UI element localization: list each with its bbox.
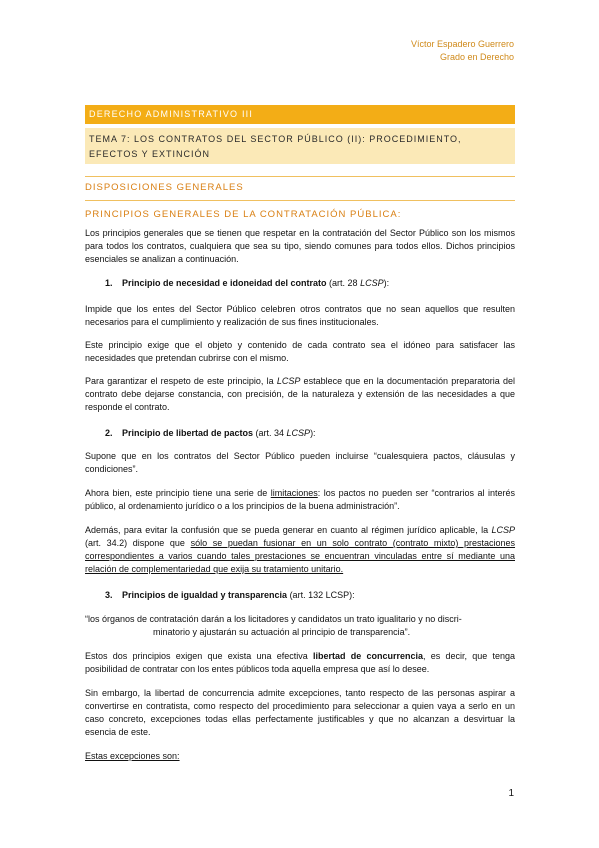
principle-2-paragraph: Además, para evitar la confusión que se pueda generar en cuanto al régimen jurídico aplicable, la LCSP (art. 34.2) dispone que sólo se puedan fusionar en un solo contrato (contrato mixto) prestaciones correspondientes a varios cuando tales prestaciones se encuentran vinculadas entre sí mediante una relación de complementariedad que exija su tratamiento unitario.: [85, 525, 516, 574]
intro-paragraph: Los principios generales que se tienen que respetar en la contratación del Sector Público son los mismos para todos los contratos, cualquiera que sea su tipo, siendo comunes para todos ellos. Dichos principios esenciales se analizan a continuación.: [85, 228, 515, 264]
course-banner: DERECHO ADMINISTRATIVO III: [85, 105, 515, 124]
author-name: Víctor Espadero Guerrero: [410, 39, 514, 49]
principle-3-paragraph: Estos dos principios exigen que exista una efectiva libertad de concurrencia, es decir, que tenga posibilidad de contratar con los entes públicos toda aquella empresa que así lo desee.: [85, 651, 515, 674]
principle-2-heading: 2. Principio de libertad de pactos (art. 34 LCSP):: [105, 428, 316, 438]
topic-banner: TEMA 7: LOS CONTRATOS DEL SECTOR PÚBLICO (II): PROCEDIMIENTO, EFECTOS Y EXTINCIÓN: [85, 128, 515, 164]
page-number: 1: [508, 788, 514, 799]
principle-2-paragraph: Ahora bien, este principio tiene una serie de limitaciones: los pactos no pueden ser “contrarios al interés público, al ordenamiento jurídico o a los principios de la buena administración”.: [85, 488, 515, 511]
principle-2-paragraph: Supone que en los contratos del Sector Público pueden incluirse “cualesquiera pactos, cláusulas y condiciones”.: [85, 451, 515, 474]
principle-1-paragraph: Para garantizar el respeto de este principio, la LCSP establece que en la documentación preparatoria del contrato debe dejarse constancia, con precisión, de la naturaleza y extensión de las necesidades a que responde el contrato.: [85, 376, 515, 412]
divider: [85, 176, 515, 177]
principle-1-paragraph: Impide que los entes del Sector Público celebren otros contratos que no sean aquellos que resulten necesarios para el cumplimiento y realización de sus fines institucionales.: [85, 304, 515, 327]
degree-name: Grado en Derecho: [439, 52, 514, 62]
principle-3-heading: 3. Principios de igualdad y transparencia (art. 132 LCSP):: [105, 590, 355, 600]
section-principles: PRINCIPIOS GENERALES DE LA CONTRATACIÓN PÚBLICA:: [85, 209, 402, 220]
legal-quote: “los órganos de contratación darán a los licitadores y candidatos un trato igualitario y no discri- minatorio y ajustarán su actuación al principio de transparencia”.: [85, 614, 462, 637]
principle-title: Principios de igualdad y transparencia: [122, 590, 288, 600]
item-number: 3.: [105, 590, 113, 600]
principle-title: Principio de necesidad e idoneidad del contrato: [122, 278, 327, 288]
divider: [85, 200, 515, 201]
item-number: 2.: [105, 428, 113, 438]
principle-title: Principio de libertad de pactos: [122, 428, 254, 438]
item-number: 1.: [105, 278, 113, 288]
section-general: DISPOSICIONES GENERALES: [85, 182, 244, 193]
principle-1-paragraph: Este principio exige que el objeto y contenido de cada contrato sea el idóneo para satisfacer las necesidades que pretendan cubrirse con el mismo.: [85, 340, 515, 363]
principle-1-heading: 1. Principio de necesidad e idoneidad del contrato (art. 28 LCSP):: [105, 278, 390, 288]
page-header: [411, 38, 514, 64]
exceptions-heading: Estas excepciones son:: [85, 751, 180, 761]
principle-3-paragraph: Sin embargo, la libertad de concurrencia admite excepciones, tanto respecto de las personas aspirar a convertirse en contratista, como respecto del procedimiento para seleccionar a quien vaya a serlo en un caso concreto, excepciones todas ellas perfectamente justificables y que no alcanzan a desvirtuar la esencia de este.: [85, 688, 515, 737]
